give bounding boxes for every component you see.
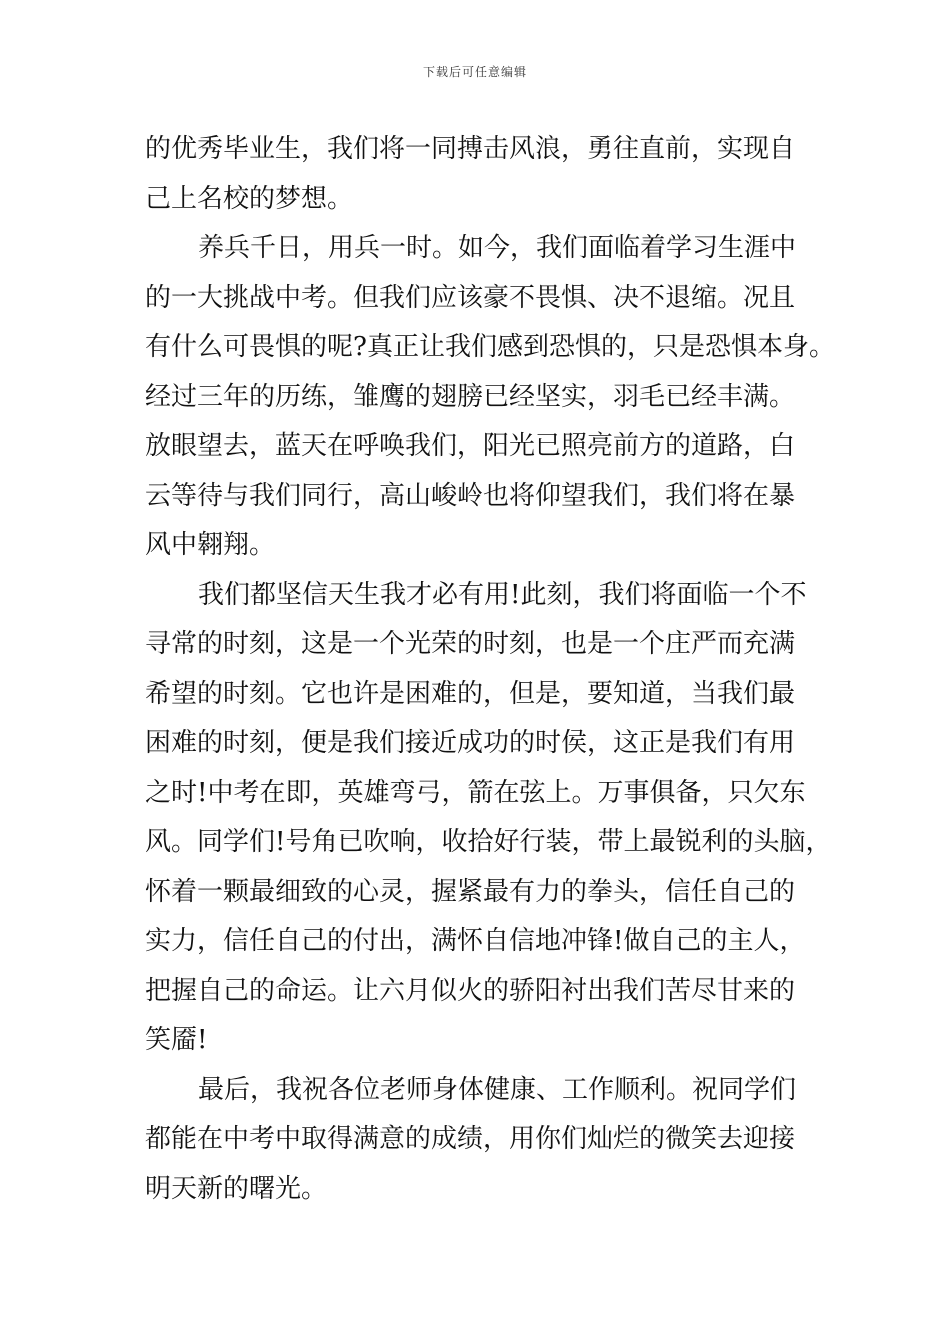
text-line: 把握自己的命运。让六月似火的骄阳衬出我们苦尽甘来的: [145, 975, 796, 1006]
text-line: 困难的时刻，便是我们接近成功的时侯，这正是我们有用: [145, 728, 796, 758]
text-line: 之时!中考在即，英雄弯弓，箭在弦上。万事俱备，只欠东: [145, 777, 806, 808]
text-line: 怀着一颗最细致的心灵，握紧最有力的拳头，信任自己的: [145, 876, 796, 907]
body-text: [145, 125, 835, 1214]
text-line: 经过三年的历练，雏鹰的翅膀已经坚实，羽毛已经丰满。: [145, 381, 796, 412]
page-header: 下载后可任意编辑: [422, 65, 527, 79]
text-line: 都能在中考中取得满意的成绩，用你们灿烂的微笑去迎接: [145, 1124, 796, 1154]
text-line: 笑靥!: [145, 1025, 208, 1055]
text-line: 放眼望去，蓝天在呼唤我们，阳光已照亮前方的道路，白: [145, 431, 796, 461]
text-line: 云等待与我们同行，高山峻岭也将仰望我们，我们将在暴: [145, 480, 796, 511]
text-line: 己上名校的梦想。: [145, 183, 354, 214]
text-line: 风。同学们!号角已吹响，收拾好行装，带上最锐利的头脑，: [145, 827, 832, 857]
text-line: 有什么可畏惧的呢?真正让我们感到恐惧的，只是恐惧本身。: [145, 332, 835, 362]
text-line: 的优秀毕业生，我们将一同搏击风浪，勇往直前，实现自: [145, 134, 796, 164]
text-line: 养兵千日，用兵一时。如今，我们面临着学习生涯中: [198, 233, 797, 263]
text-line: 风中翱翔。: [145, 530, 276, 560]
text-line: 我们都坚信天生我才必有用!此刻，我们将面临一个不: [198, 579, 807, 610]
text-line: 明天新的曙光。: [145, 1173, 328, 1204]
text-line: 最后，我祝各位老师身体健康、工作顺利。祝同学们: [198, 1074, 797, 1105]
text-line: 实力，信任自己的付出，满怀自信地冲锋!做自己的主人，: [145, 926, 806, 956]
text-line: 的一大挑战中考。但我们应该豪不畏惧、决不退缩。况且: [145, 282, 796, 313]
text-line: 寻常的时刻，这是一个光荣的时刻，也是一个庄严而充满: [145, 629, 796, 659]
text-line: 希望的时刻。它也许是困难的，但是，要知道，当我们最: [145, 678, 796, 709]
